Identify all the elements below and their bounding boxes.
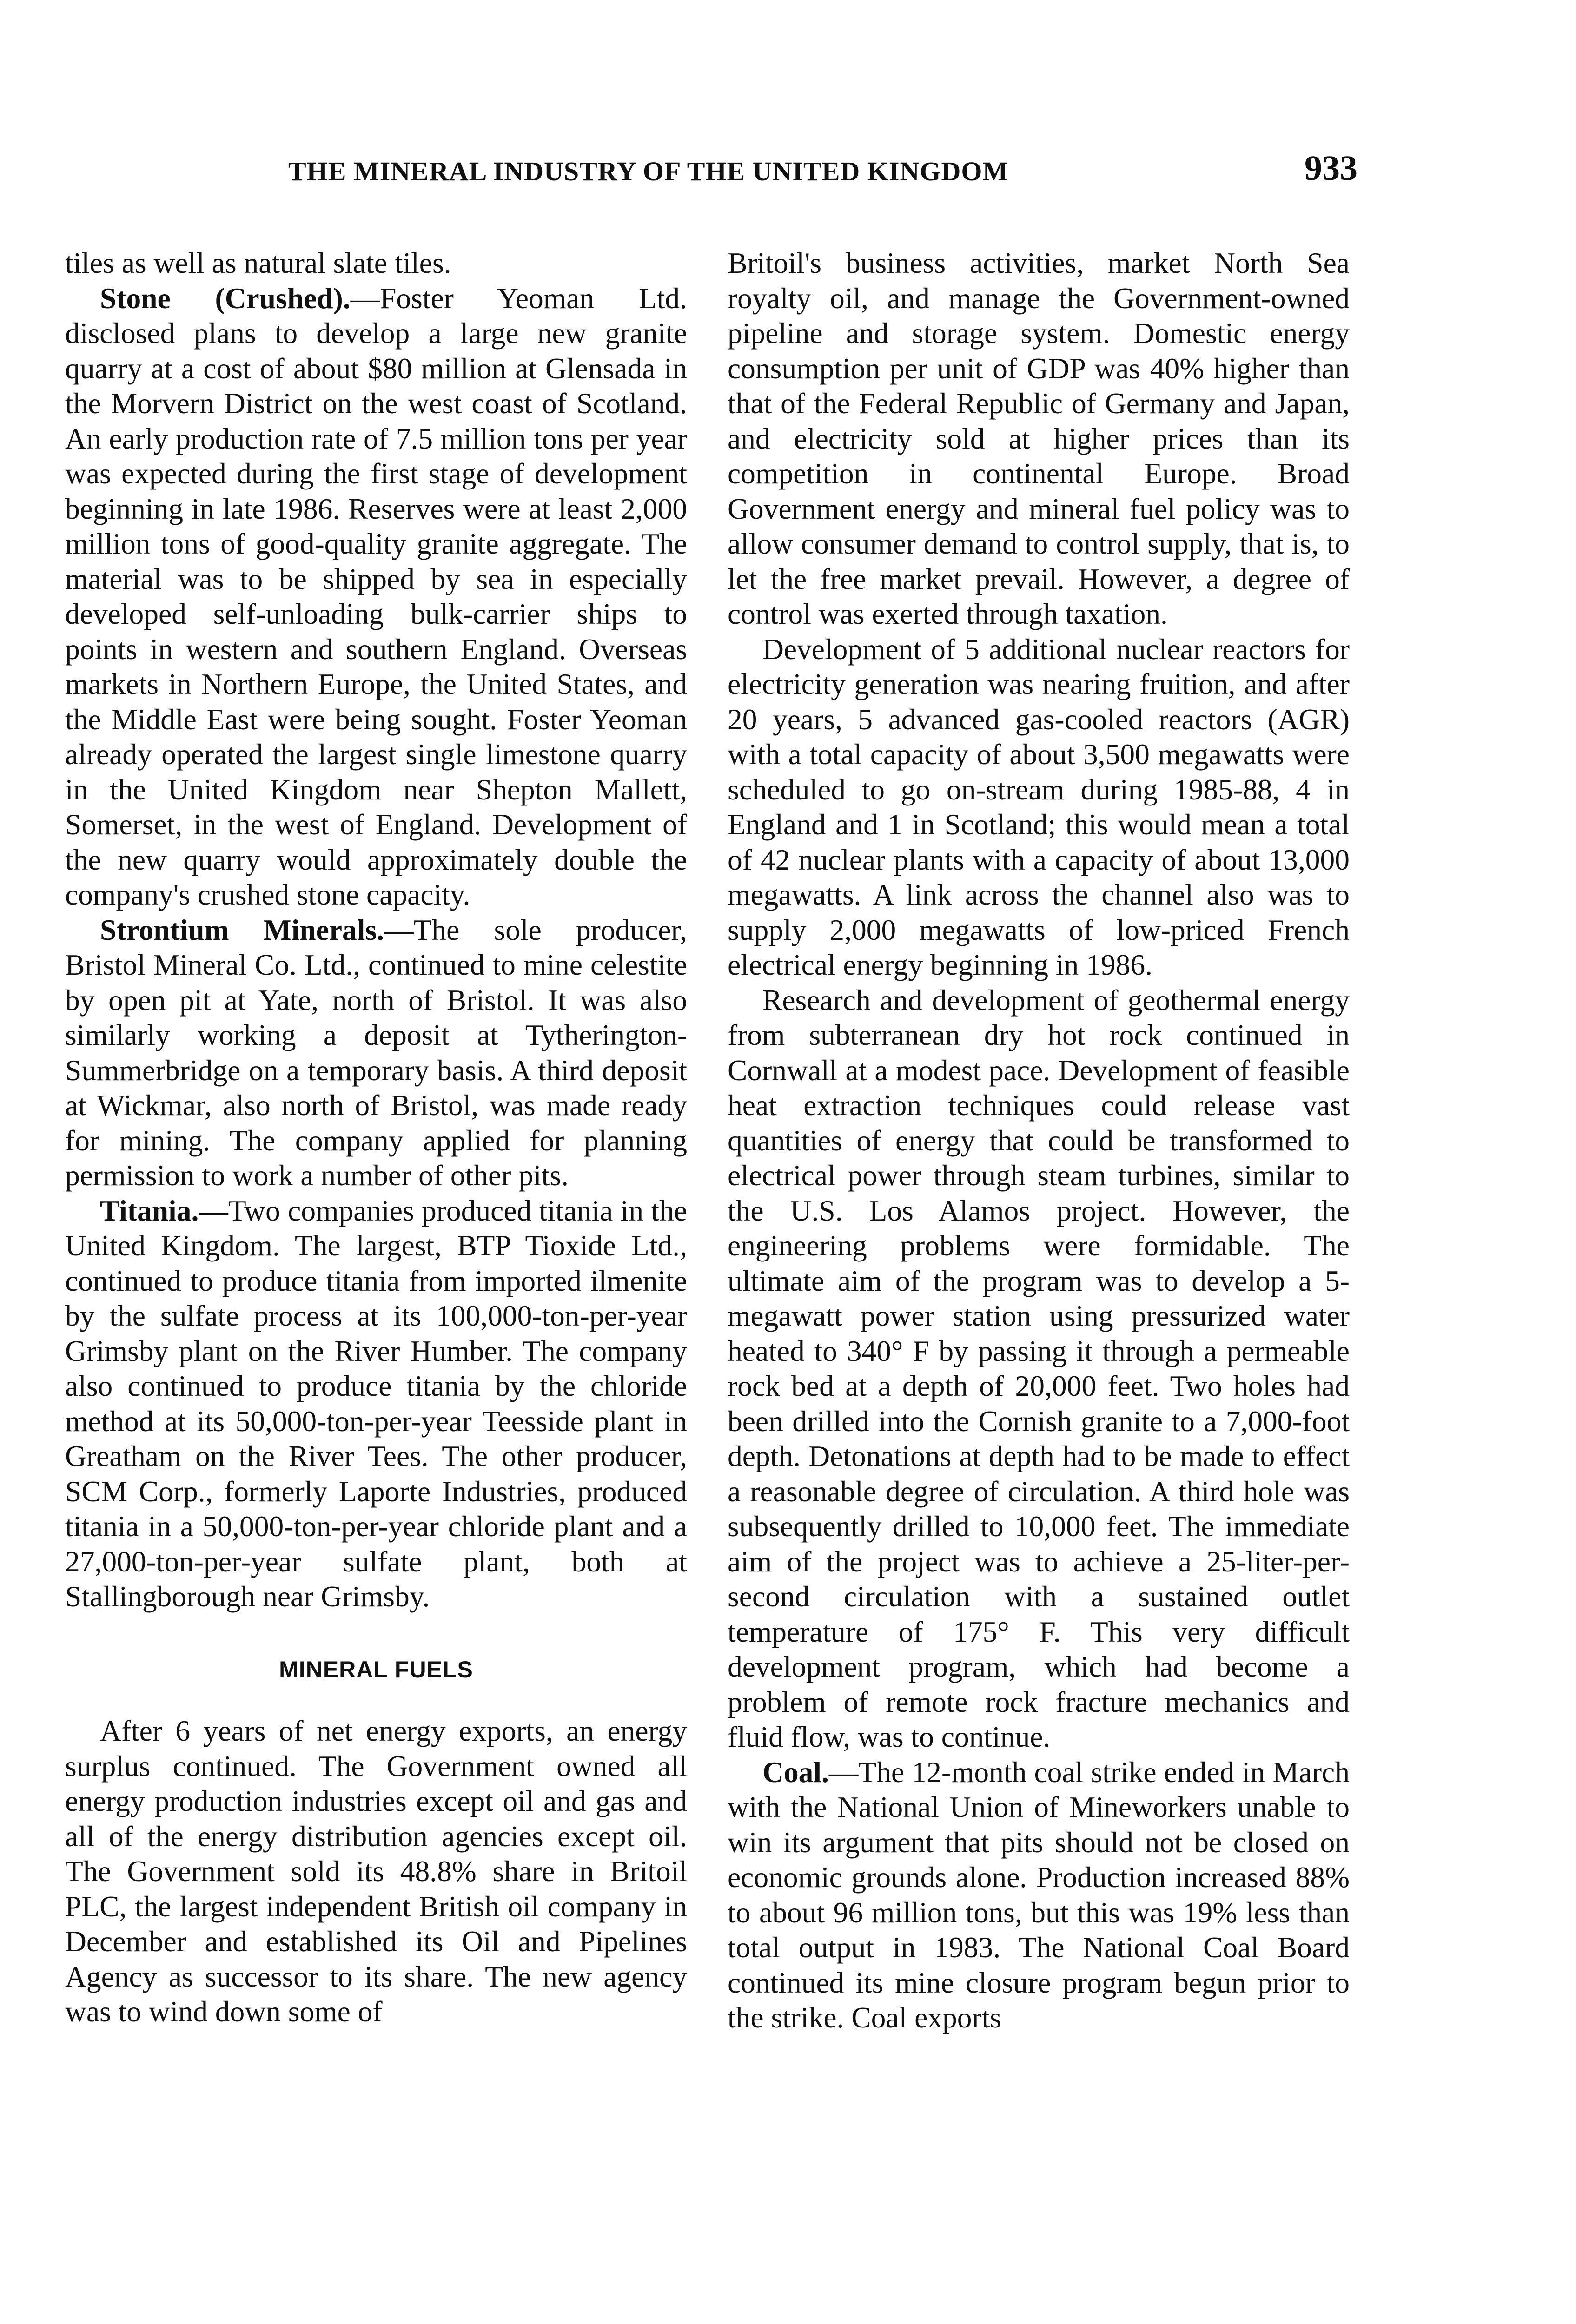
- section-heading-mineral-fuels: MINERAL FUELS: [279, 1656, 473, 1683]
- paragraph-britoil: Britoil's business activities, market North Sea royalty oil, and manage the Government-owned pipeline and storage system. Domestic energy consumption per unit of GDP was 40% higher than that of the Federal Republic of Germany and Japan, and electricity sold at higher prices than its competition in continental Europe. Broad Government energy and mineral fuel policy was to allow consumer demand to control supply, that is, to let the free market prevail. However, a degree of control was exerted through taxation.: [728, 246, 1350, 630]
- run-in-heading-stone: Stone (Crushed).: [100, 281, 351, 315]
- page-header: [70, 151, 1376, 202]
- paragraph-mineral-fuels: After 6 years of net energy exports, an energy surplus continued. The Government owned all energy production industries except oil and gas and all of the energy distribution agencies except oil. The Government sold its 48.8% share in Britoil PLC, the largest independent British oil company in December and established its Oil and Pipelines Agency as successor to its share. The new agency was to wind down some of: [65, 1714, 687, 2028]
- right-column: [728, 245, 1350, 2035]
- paragraph-titania: [65, 1193, 687, 1614]
- page-number: 933: [1305, 149, 1357, 188]
- running-title: THE MINERAL INDUSTRY OF THE UNITED KINGDOM: [288, 156, 1009, 186]
- paragraph-nuclear: Development of 5 additional nuclear reactors for electricity generation was nearing fruition, and after 20 years, 5 advanced gas-cooled reactors (AGR) with a total capacity of about 3,500 megawatts were scheduled to go on-stream during 1985-88, 4 in England and 1 in Scotland; this would mean a total of 42 nuclear plants with a capacity of about 13,000 megawatts. A link across the channel also was to supply 2,000 megawatts of low-priced French electrical energy beginning in 1986.: [728, 632, 1350, 981]
- paragraph-stone-crushed: [65, 281, 687, 912]
- paragraph-geothermal: Research and development of geothermal energy from subterranean dry hot rock continued in Cornwall at a modest pace. Development of feasible heat extraction techniques could release vast quantities of energy that could be transformed to electrical power through steam turbines, similar to the U.S. Los Alamos project. However, the engineering problems were formidable. The ultimate aim of the program was to develop a 5-megawatt power station using pressurized water heated to 340° F by passing it through a permeable rock bed at a depth of 20,000 feet. Two holes had been drilled into the Cornish granite to a 7,000-foot depth. Detonations at depth had to be made to effect a reasonable degree of circulation. A third hole was subsequently drilled to 10,000 feet. The immediate aim of the project was to achieve a 25-liter-per-second circulation with a sustained outlet temperature of 175° F. This very difficult development program, which had become a problem of remote rock fracture mechanics and fluid flow, was to continue.: [728, 983, 1350, 1753]
- run-in-heading-coal: Coal.: [762, 1755, 829, 1789]
- run-in-heading-titania: Titania.: [100, 1194, 199, 1227]
- coal-text: —The 12-month coal strike ended in March with the National Union of Mineworkers unable to win its argument that pits should not be closed on economic grounds alone. Production increased 88% to about 96 million tons, but this was 19% less than total output in 1983. The National Coal Board continued its mine closure program begun prior to the strike. Coal exports: [728, 1755, 1350, 2034]
- left-column: [65, 245, 687, 2029]
- paragraph-coal: [728, 1755, 1350, 2035]
- paragraph-slate-tiles: tiles as well as natural slate tiles.: [65, 246, 451, 279]
- titania-text: —Two companies produced titania in the United Kingdom. The largest, BTP Tioxide Ltd., continued to produce titania from imported ilmenite by the sulfate process at its 100,000-ton-per-year Grimsby plant on the River Humber. The company also continued to produce titania by the chloride method at its 50,000-ton-per-year Teesside plant in Greatham on the River Tees. The other producer, SCM Corp., formerly Laporte Industries, produced titania in a 50,000-ton-per-year chloride plant and a 27,000-ton-per-year sulfate plant, both at Stallingborough near Grimsby.: [65, 1194, 687, 1613]
- paragraph-strontium: [65, 912, 687, 1193]
- run-in-heading-strontium: Strontium Minerals.: [100, 913, 384, 946]
- strontium-text: —The sole producer, Bristol Mineral Co. Ltd., continued to mine celestite by open pit at Yate, north of Bristol. It was also similarly working a deposit at Tytherington-Summerbridge on a temporary basis. A third deposit at Wickmar, also north of Bristol, was made ready for mining. The company applied for planning permission to work a number of other pits.: [65, 913, 687, 1192]
- stone-text: —Foster Yeoman Ltd. disclosed plans to develop a large new granite quarry at a cost of about $80 million at Glensada in the Morvern District on the west coast of Scotland. An early production rate of 7.5 million tons per year was expected during the first stage of development beginning in late 1986. Reserves were at least 2,000 million tons of good-quality granite aggregate. The material was to be shipped by sea in especially developed self-unloading bulk-carrier ships to points in western and southern England. Overseas markets in Northern Europe, the United States, and the Middle East were being sought. Foster Yeoman already operated the largest single limestone quarry in the United Kingdom near Shepton Mallett, Somerset, in the west of England. Development of the new quarry would approximately double the company's crushed stone capacity.: [65, 281, 687, 911]
